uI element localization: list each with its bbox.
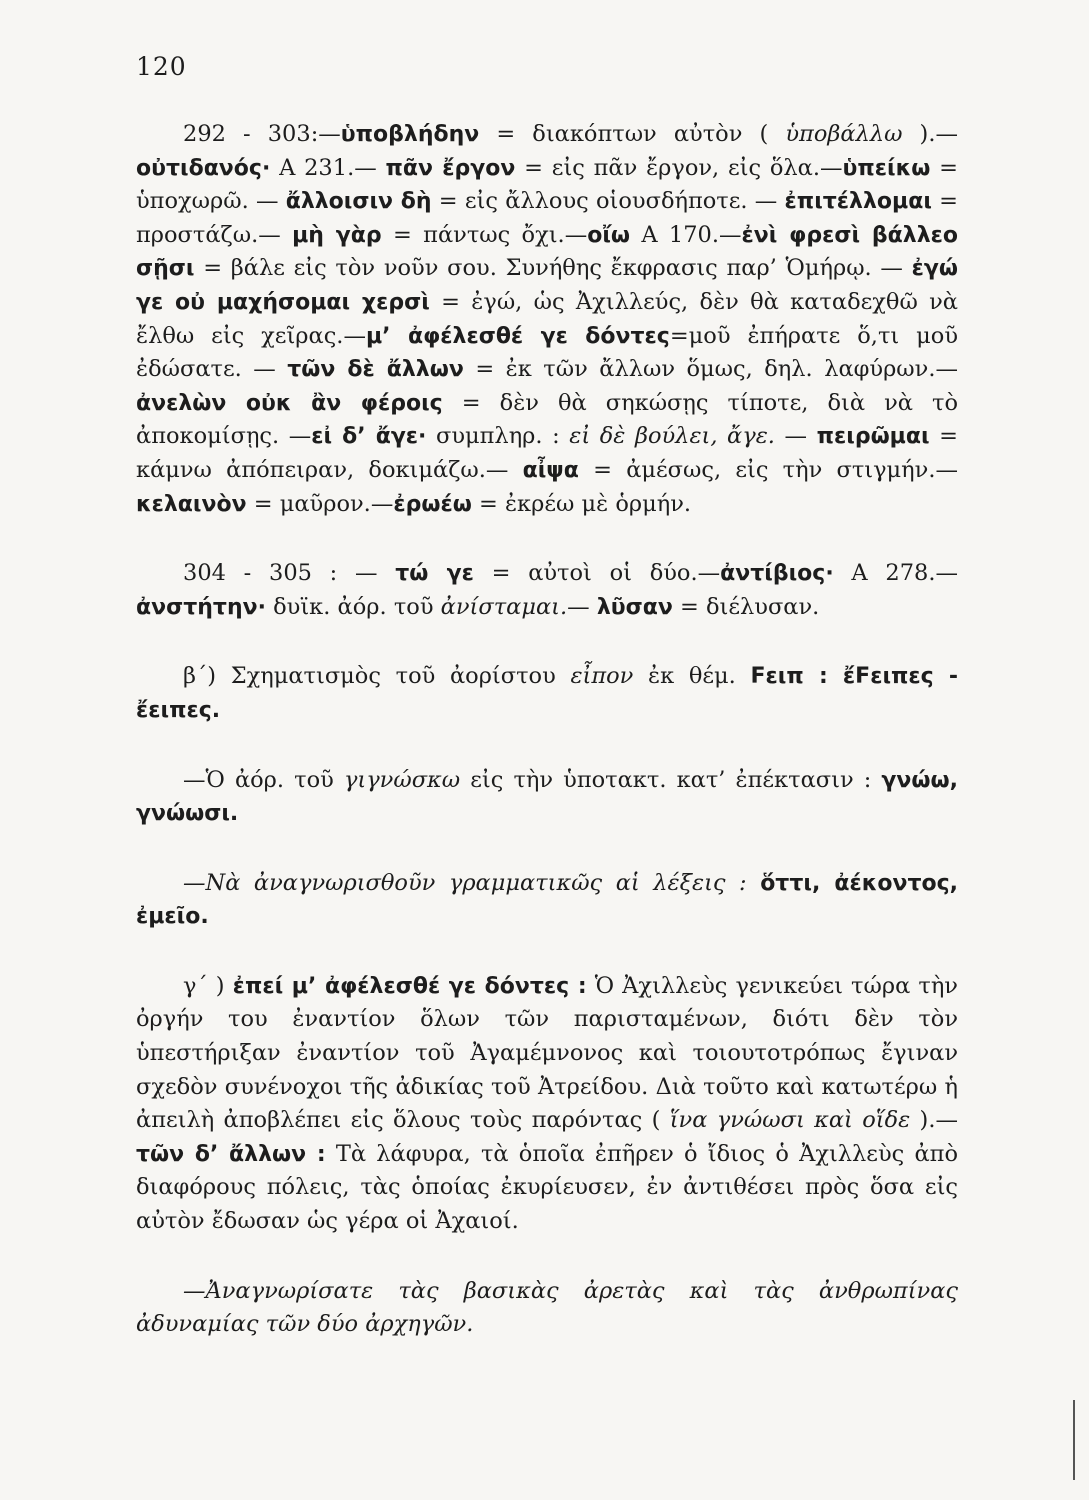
lemma: ἀντίβιος· <box>720 561 834 587</box>
text: = ἐγώ, ὡς Ἀχιλλεύς, δὲν θὰ καταδεχθῶ νὰ ἔλθω εἰς χεῖρας.— <box>136 288 958 349</box>
italic-text: ὑποβάλλω <box>785 121 903 147</box>
lemma: τώ γε <box>395 561 474 587</box>
lemma: γνώω, γνώωσι. <box>136 767 958 827</box>
page-number: 120 <box>136 52 187 81</box>
text: = εἰς ἄλλους οἱουσδήποτε. — <box>431 188 785 215</box>
text: β΄) Σχηματισμὸς τοῦ ἀορίστου <box>183 663 571 690</box>
text: 304 - 305 : — <box>183 560 396 587</box>
text: — <box>567 593 597 620</box>
lemma: ἐρωέω <box>393 491 472 517</box>
margin-mark <box>1073 1400 1075 1480</box>
lemma: ἐπιτέλλομαι <box>784 189 932 215</box>
paragraph-b1 <box>136 660 958 727</box>
lemma: ἐνὶ φρεσὶ βάλλεο σῇσι <box>136 222 958 282</box>
paragraph-n304 <box>136 557 958 624</box>
text: = μαῦρον.— <box>246 490 394 517</box>
text: δυϊκ. ἀόρ. τοῦ <box>265 593 441 620</box>
text: = βάλε εἰς τὸν νοῦν σου. Συνήθης ἔκφρασις παρ’ Ὁμήρῳ. — <box>194 255 912 282</box>
text: ).— <box>902 121 958 147</box>
paragraph-n292 <box>136 118 958 521</box>
text: = εἰς πᾶν ἔργον, εἰς ὅλα.— <box>515 154 843 181</box>
paragraph-g1 <box>136 970 958 1239</box>
text: 292 - 303:— <box>183 121 341 147</box>
text: = ὑποχωρῶ. — <box>136 154 958 215</box>
text: A 278.— <box>833 560 958 587</box>
lemma: εἰ δ’ ἄγε· <box>311 424 427 450</box>
lemma: μ’ ἀφέλεσθέ γε δόντες <box>365 323 670 349</box>
italic-text: εἶπον <box>570 663 634 690</box>
text: γ΄ ) <box>183 972 233 999</box>
italic-text: ἵνα γνώωσι καὶ οἵδε <box>669 1107 911 1134</box>
text: = δὲν θὰ σηκώσῃς τίποτε, διὰ νὰ τὸ ἀποκομίσῃς. — <box>136 389 959 450</box>
text: εἰς τὴν ὑποτακτ. κατ’ ἐπέκτασιν : <box>460 766 882 793</box>
text: A 231.— <box>270 154 386 181</box>
lemma: ὅττι, ἀέκοντος, ἐμεῖο. <box>136 870 959 930</box>
text: = προστάζω.— <box>136 188 958 248</box>
lemma: κελαινὸν <box>136 491 247 517</box>
text: A 170.— <box>630 221 742 248</box>
lemma: ἐγώ γε οὐ μαχήσομαι χερσὶ <box>136 256 958 315</box>
text: =μοῦ ἐπήρατε ὅ,τι μοῦ ἐδώσατε. — <box>136 322 958 383</box>
text: = ἐκ τῶν ἄλλων ὅμως, δηλ. λαφύρων.— <box>463 356 958 383</box>
lemma: αἶψα <box>522 457 579 483</box>
italic-text: γιγνώσκω <box>343 766 461 793</box>
lemma: μὴ γὰρ <box>292 222 382 248</box>
text: συμπληρ. : <box>426 423 570 450</box>
lemma: τῶν δὲ ἄλλων <box>287 357 464 383</box>
text: ἐκ θέμ. <box>633 663 751 690</box>
lemma: οἴω <box>587 222 631 248</box>
lemma: ἀνελὼν οὐκ ἂν φέροις <box>136 390 443 416</box>
text: —Ὁ ἀόρ. τοῦ <box>183 766 344 793</box>
lemma: ὑποβλήδην <box>340 122 480 147</box>
text: = αὐτοὶ οἱ δύο.— <box>473 560 721 587</box>
text: Ὁ Ἀχιλλεὺς γενικεύει τώρα τὴν ὀργήν του ἐναντίον ὅλων τῶν παρισταμένων, διότι δὲν τὸν ὑπεστήριξαν ἐναντίον τοῦ Ἀγαμέμνονος καὶ τοιουτοτρόπως ἔγιναν σχεδὸν συνένοχοι τῆς ἀδικίας τοῦ Ἀτρείδου. Διὰ τοῦτο καὶ κατωτέρω ἡ ἀπειλὴ ἀποβλέπει εἰς ὅλους τοὺς παρόντας ( <box>136 972 958 1134</box>
lemma: ἐπεί μ’ ἀφέλεσθέ γε δόντες : <box>232 973 587 999</box>
lemma: ἀνστήτην· <box>136 594 266 620</box>
paragraph-g2 <box>136 1275 958 1342</box>
paragraph-b3 <box>136 867 958 934</box>
text: Τὰ λάφυρα, τὰ ὁποῖα ἐπῆρεν ὁ ἴδιος ὁ Ἀχιλλεὺς ἀπὸ διαφόρους πόλεις, τὰς ὁποίας ἐκυρίευσεν, ἐν ἀντιθέσει πρὸς ὅσα εἰς αὐτὸν ἔδωσαν ὡς γέρα οἱ Ἀχαιοί. <box>136 1140 958 1235</box>
lemma: πειρῶμαι <box>816 424 930 450</box>
text: = ἀμέσως, εἰς τὴν στιγμήν.— <box>578 456 958 483</box>
text <box>747 870 761 896</box>
lemma: οὐτιδανός· <box>136 155 271 181</box>
text: — <box>774 423 817 450</box>
lemma: Ϝειπ : ἔϜειπες - ἔειπες. <box>136 664 959 723</box>
text: ).— <box>910 1107 958 1134</box>
lemma: ὑπείκω <box>842 155 931 181</box>
text: = πάντως ὄχι.— <box>381 221 588 248</box>
text: = κάμνω ἀπόπειραν, δοκιμάζω.— <box>136 423 958 483</box>
italic-text: —Νὰ ἀναγνωρισθοῦν γραμματικῶς αἱ λέξεις : <box>183 869 747 896</box>
text: = ἐκρέω μὲ ὁρμήν. <box>471 490 692 517</box>
lemma: τῶν δ’ ἄλλων : <box>136 1141 326 1167</box>
lemma: λῦσαν <box>596 594 673 620</box>
commentary-text <box>136 118 958 1342</box>
paragraph-b2 <box>136 764 958 831</box>
italic-text: ἀνίσταμαι. <box>440 593 568 620</box>
lemma: ἄλλοισιν δὴ <box>285 189 432 215</box>
text: = διέλυσαν. <box>672 593 820 620</box>
text: = διακόπτων αὐτὸν ( <box>479 121 786 147</box>
italic-text: —Ἀναγνωρίσατε τὰς βασικὰς ἀρετὰς καὶ τὰς ἀνθρωπίνας ἀδυναμίας τῶν δύο ἀρχηγῶν. <box>136 1277 958 1338</box>
lemma: πᾶν ἔργον <box>385 155 516 181</box>
italic-text: εἰ δὲ βούλει, ἄγε. <box>569 423 775 450</box>
